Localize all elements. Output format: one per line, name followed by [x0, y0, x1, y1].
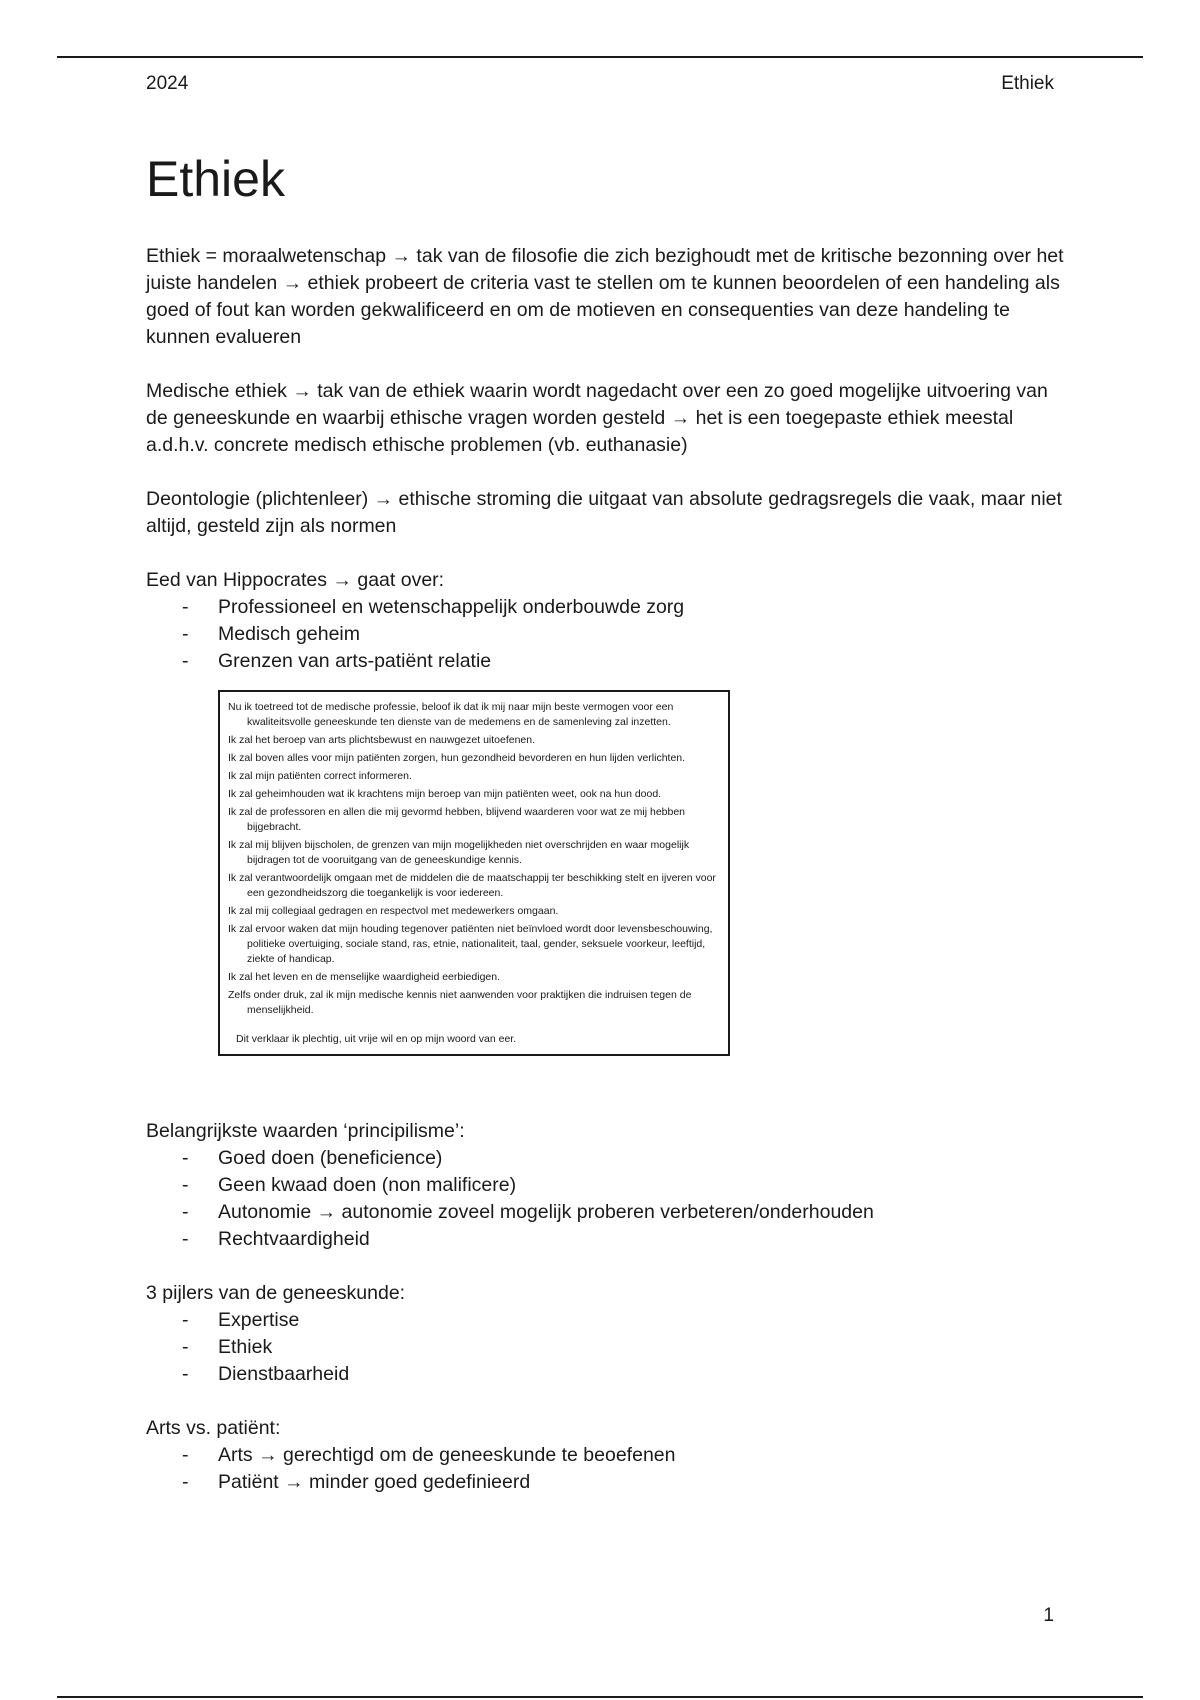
oath-line: Ik zal verantwoordelijk omgaan met de middelen die de maatschappij ter beschikking stelt en ijveren voor een gezondheidszorg die toegankelijk is voor iedereen.	[228, 872, 716, 899]
oath-line: Ik zal boven alles voor mijn patiënten zorgen, hun gezondheid bevorderen en hun lijden verlichten.	[228, 752, 686, 764]
list-item: - Goed doen (beneficience)	[146, 1145, 1066, 1172]
page-title: Ethiek	[146, 151, 285, 207]
paragraph-medische-ethiek: Medische ethiek → tak van de ethiek waarin wordt nagedacht over een zo goed mogelijke uitvoering van de geneeskunde en waarbij ethische vragen worden gesteld → het is een toegepaste ethiek meestal a.d.h.v. concrete medisch ethische problemen (vb. euthanasie)	[146, 380, 1048, 456]
list-item: - Grenzen van arts-patiënt relatie	[146, 648, 1066, 675]
dash-bullet: -	[182, 1309, 189, 1331]
dash-bullet: -	[182, 1228, 189, 1250]
list-item: - Medisch geheim	[146, 621, 1066, 648]
list-item: - Dienstbaarheid	[146, 1361, 1066, 1388]
oath-line: Zelfs onder druk, zal ik mijn medische kennis niet aanwenden voor praktijken die indruisen tegen de menselijkheid.	[228, 989, 692, 1016]
oath-closing: Dit verklaar ik plechtig, uit vrije wil en op mijn woord van eer.	[236, 1033, 517, 1045]
dash-bullet: -	[182, 1201, 189, 1223]
pillars-list	[146, 1307, 1066, 1388]
list-item: - Rechtvaardigheid	[146, 1226, 1066, 1253]
dash-bullet: -	[182, 1336, 189, 1358]
oath-line: Ik zal de professoren en allen die mij gevormd hebben, blijvend waarderen voor wat ze mij hebben bijgebracht.	[228, 806, 686, 833]
dash-bullet: -	[182, 1174, 189, 1196]
doctor-patient-intro: Arts vs. patiënt:	[146, 1417, 281, 1439]
dash-bullet: -	[182, 1471, 189, 1493]
dash-bullet: -	[182, 1444, 189, 1466]
list-item: - Ethiek	[146, 1334, 1066, 1361]
spacer	[146, 1056, 1066, 1118]
oath-line: Ik zal ervoor waken dat mijn houding tegenover patiënten niet beïnvloed wordt door levensbeschouwing, politieke overtuiging, sociale stand, ras, etnie, nationaliteit, taal, gender, seksuele voorkeur, leeftijd, ziekte of handicap.	[228, 923, 713, 965]
header-rule	[57, 56, 1143, 58]
list-item: - Autonomie → autonomie zoveel mogelijk proberen verbeteren/onderhouden	[146, 1199, 1066, 1226]
hippocrates-intro: Eed van Hippocrates → gaat over:	[146, 569, 445, 591]
principles-intro: Belangrijkste waarden ‘principilisme’:	[146, 1120, 465, 1142]
hippocrates-list	[146, 594, 1066, 675]
dash-bullet: -	[182, 650, 189, 672]
oath-line: Ik zal mijn patiënten correct informeren.	[228, 770, 412, 782]
list-item: - Professioneel en wetenschappelijk onderbouwde zorg	[146, 594, 1066, 621]
oath-line: Ik zal geheimhouden wat ik krachtens mijn beroep van mijn patiënten weet, ook na hun dood.	[228, 788, 662, 800]
header-section: Ethiek	[1001, 73, 1054, 94]
paragraph-deontologie: Deontologie (plichtenleer) → ethische stroming die uitgaat van absolute gedragsregels die vaak, maar niet altijd, gesteld zijn als normen	[146, 488, 1062, 537]
paragraph-ethiek: Ethiek = moraalwetenschap → tak van de filosofie die zich bezighoudt met de kritische bezonning over het juiste handelen → ethiek probeert de criteria vast te stellen om te kunnen beoordelen of een handeling als goed of fout kan worden gekwalificeerd en om de motieven en consequenties van deze handeling te kunnen evalueren	[146, 245, 1064, 348]
dash-bullet: -	[182, 1363, 189, 1385]
list-item: - Geen kwaad doen (non malificere)	[146, 1172, 1066, 1199]
list-item: - Patiënt → minder goed gedefinieerd	[146, 1469, 1066, 1496]
document-body	[146, 148, 1066, 1523]
footer-rule	[57, 1696, 1143, 1698]
oath-line: Nu ik toetreed tot de medische professie, beloof ik dat ik mij naar mijn beste vermogen voor een kwaliteitsvolle geneeskunde ten dienste van de medemens en de samenleving zal inzetten.	[228, 701, 674, 728]
doctor-patient-list	[146, 1442, 1066, 1496]
pillars-intro: 3 pijlers van de geneeskunde:	[146, 1282, 406, 1304]
oath-text-box	[218, 690, 730, 1056]
oath-line: Ik zal het leven en de menselijke waardigheid eerbiedigen.	[228, 971, 501, 983]
dash-bullet: -	[182, 596, 189, 618]
oath-line: Ik zal mij blijven bijscholen, de grenzen van mijn mogelijkheden niet overschrijden en waar mogelijk bijdragen tot de vooruitgang van de geneeskundige kennis.	[228, 839, 690, 866]
dash-bullet: -	[182, 623, 189, 645]
oath-line: Ik zal mij collegiaal gedragen en respectvol met medewerkers omgaan.	[228, 905, 559, 917]
header-year: 2024	[146, 73, 189, 94]
page-number: 1	[1043, 1605, 1054, 1626]
oath-line: Ik zal het beroep van arts plichtsbewust en nauwgezet uitoefenen.	[228, 734, 536, 746]
list-item: - Arts → gerechtigd om de geneeskunde te beoefenen	[146, 1442, 1066, 1469]
list-item: - Expertise	[146, 1307, 1066, 1334]
principles-list	[146, 1145, 1066, 1253]
dash-bullet: -	[182, 1147, 189, 1169]
